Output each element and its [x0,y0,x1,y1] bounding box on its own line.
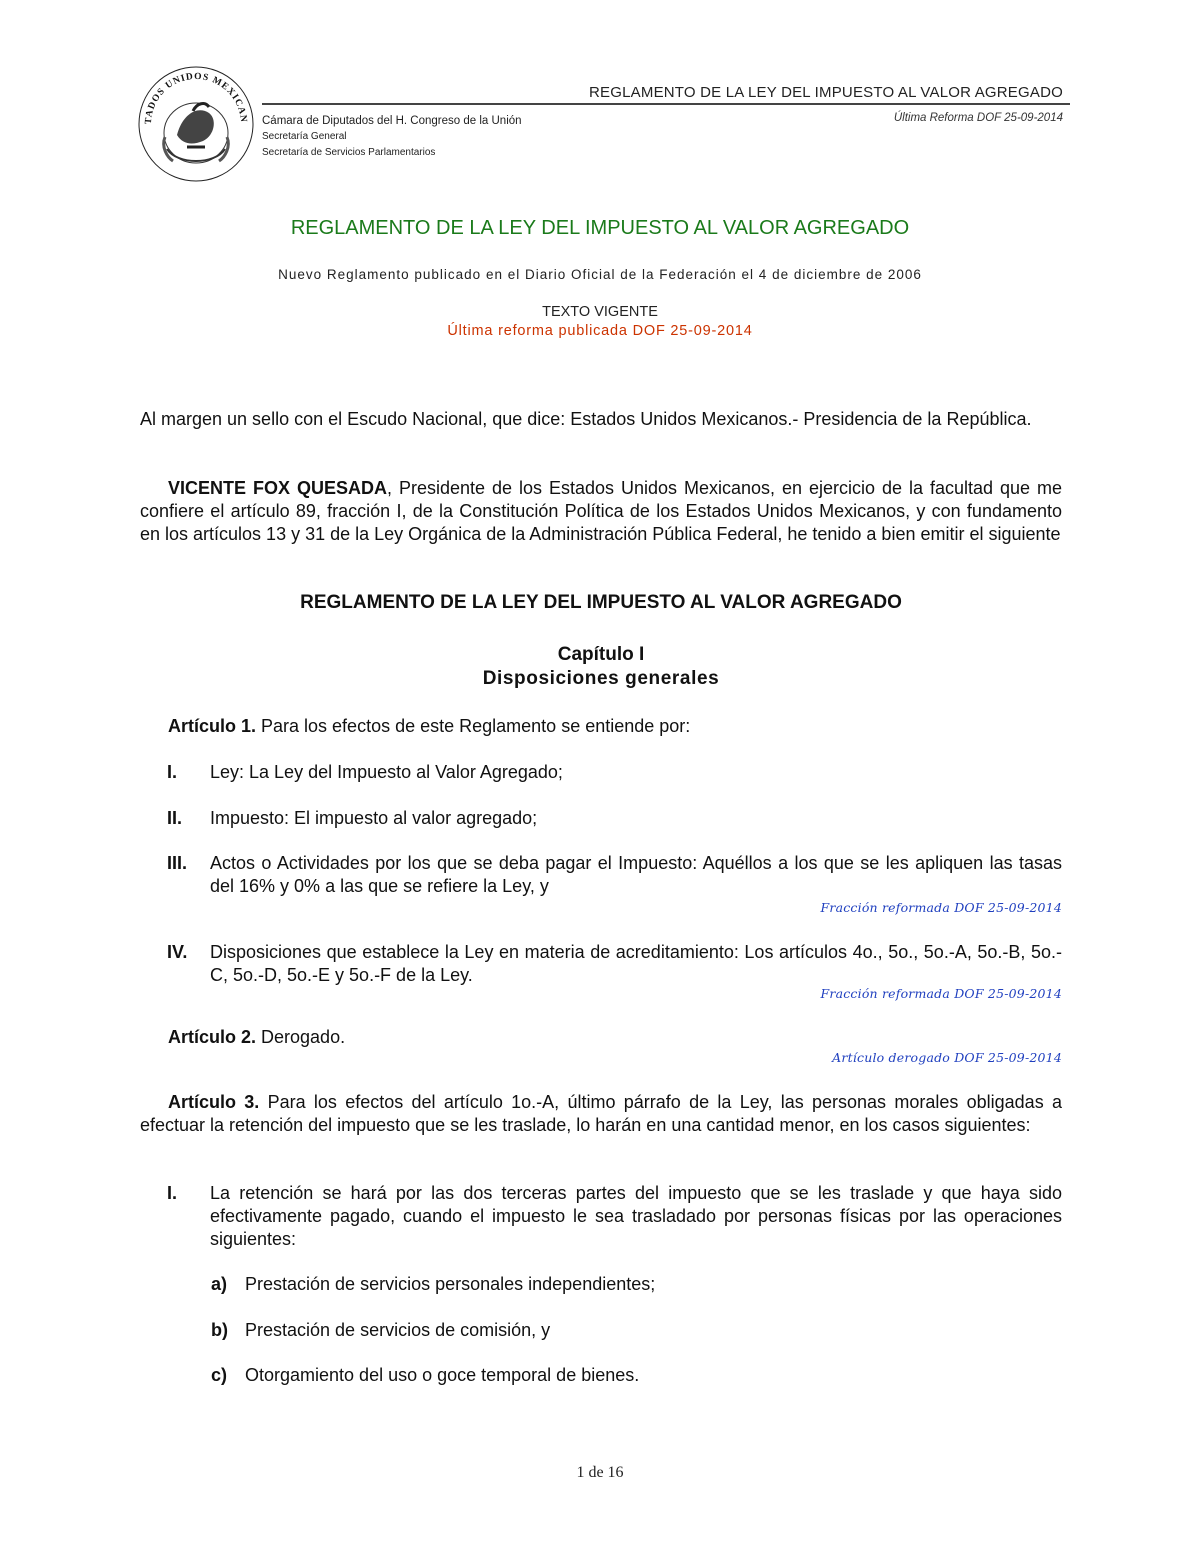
header-last-reform: Última Reforma DOF 25-09-2014 [893,112,1063,124]
chapter-number: Capítulo I [557,644,645,665]
article-label: Artículo 1. [168,716,257,736]
reform-note: Artículo derogado DOF 25-09-2014 [832,1050,1062,1065]
item-text: Actos o Actividades por los que se deba pagar el Impuesto: Aquéllos a los que se les apliquen las tasas del 16% y 0% a las que se refiere la Ley, y [210,853,1062,896]
sub-item [211,1273,1062,1296]
list-item [167,852,1062,898]
secretaria-servicios: Secretaría de Servicios Parlamentarios [262,147,436,158]
body-title: REGLAMENTO DE LA LEY DEL IMPUESTO AL VALOR AGREGADO [300,592,902,613]
item-number: I. [167,1183,178,1203]
article-3 [140,1091,1062,1137]
sub-item-letter: a) [211,1274,228,1294]
reform-note: Fracción reformada DOF 25-09-2014 [820,900,1062,915]
header-divider [262,103,1070,105]
list-item [167,1182,1062,1251]
article-1 [140,715,1062,738]
list-item [167,941,1062,987]
item-text: La retención se hará por las dos terceras partes del impuesto que se les traslade y que haya sido efectivamente pagado, cuando el impuesto le sea trasladado por personas físicas por las operaciones siguientes: [210,1183,1062,1249]
list-item [167,761,1062,784]
reform-note: Fracción reformada DOF 25-09-2014 [820,986,1062,1001]
article-label: Artículo 2. [168,1027,257,1047]
running-header-title: REGLAMENTO DE LA LEY DEL IMPUESTO AL VALOR AGREGADO [589,84,1063,101]
svg-text:ESTADOS UNIDOS MEXICANOS: TADOS UNIDOS MEXICAN [143,71,249,125]
preamble-margin: Al margen un sello con el Escudo Nacional, que dice: Estados Unidos Mexicanos.- Presidencia de la República. [140,409,1032,429]
sub-item-text: Prestación de servicios personales independientes; [245,1274,656,1294]
text-status: TEXTO VIGENTE [542,304,658,320]
sub-item [211,1364,1062,1387]
institution-name: Cámara de Diputados del H. Congreso de la Unión [262,115,522,127]
article-text: Derogado. [256,1027,346,1047]
sub-item-letter: b) [211,1320,228,1340]
item-text: Disposiciones que establece la Ley en materia de acreditamiento: Los artículos 4o., 5o., 5o.-A, 5o.-B, 5o.-C, 5o.-D, 5o.-E y 5o.-F de la Ley. [210,942,1062,985]
preamble-decree [140,477,1062,546]
page-number: 1 de 16 [576,1464,624,1481]
item-number: IV. [167,942,188,962]
item-number: II. [167,808,183,828]
sub-item-text: Otorgamiento del uso o goce temporal de bienes. [245,1365,640,1385]
document-title: REGLAMENTO DE LA LEY DEL IMPUESTO AL VALOR AGREGADO [290,217,910,239]
last-reform-note: Última reforma publicada DOF 25-09-2014 [447,323,753,339]
decree-text: , Presidente de los Estados Unidos Mexicanos, en ejercicio de la facultad que me confiere el artículo 89, fracción I, de la Constitución Política de los Estados Unidos Mexicanos, y con fundamento en los artículos 13 y 31 de la Ley Orgánica de la Administración Pública Federal, he tenido a bien emitir el siguiente [140,478,1062,544]
national-seal-icon [137,65,255,183]
item-text: Ley: La Ley del Impuesto al Valor Agregado; [210,762,563,782]
article-2 [140,1026,1062,1049]
article-text: Para los efectos de este Reglamento se entiende por: [256,716,691,736]
secretaria-general: Secretaría General [262,131,347,142]
item-number: I. [167,762,178,782]
chapter-name: Disposiciones generales [482,668,720,689]
institution-block [262,113,522,161]
item-number: III. [167,853,188,873]
publication-note: Nuevo Reglamento publicado en el Diario Oficial de la Federación el 4 de diciembre de 2006 [278,267,922,282]
article-label: Artículo 3. [168,1092,260,1112]
article-text: Para los efectos del artículo 1o.-A, último párrafo de la Ley, las personas morales obligadas a efectuar la retención del impuesto que se les traslade, lo harán en una cantidad menor, en los casos siguientes: [140,1092,1062,1135]
sub-item [211,1319,1062,1342]
president-name: VICENTE FOX QUESADA [168,478,387,498]
item-text: Impuesto: El impuesto al valor agregado; [210,808,538,828]
sub-item-text: Prestación de servicios de comisión, y [245,1320,551,1340]
list-item [167,807,1062,830]
sub-item-letter: c) [211,1365,228,1385]
